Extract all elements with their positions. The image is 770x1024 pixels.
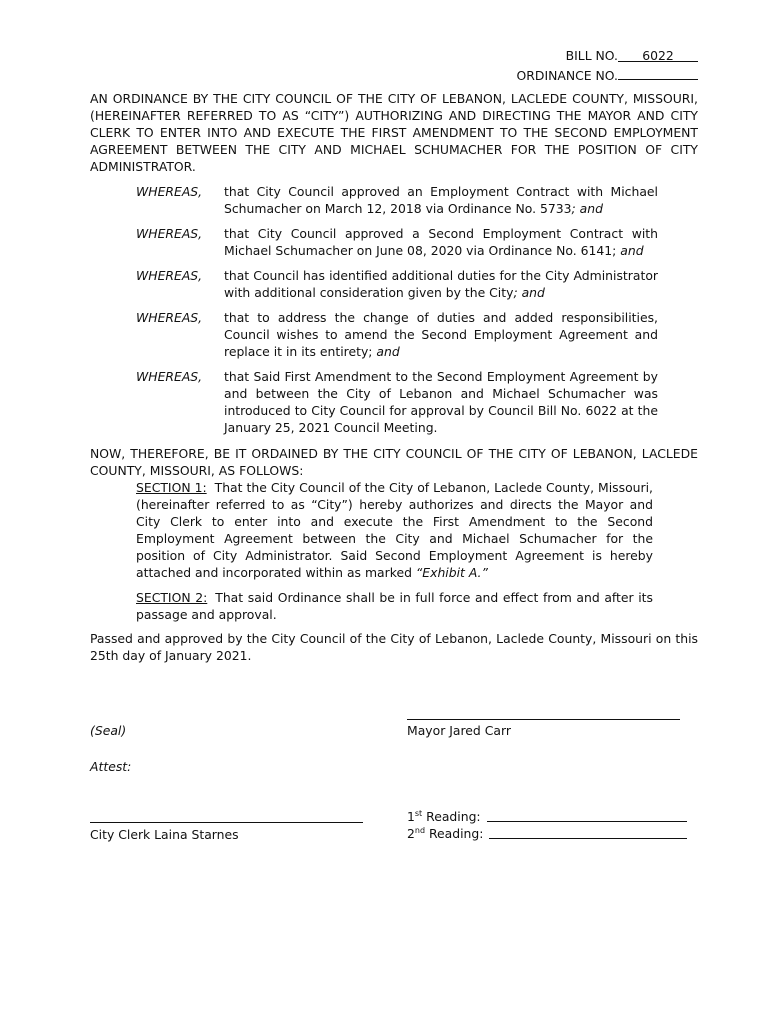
- whereas-text: that City Council approved a Second Employment Contract with Michael Schumacher on June 08, 2020 via Ordinance No. 6141; and: [224, 226, 658, 258]
- bill-number-block: [470, 47, 698, 83]
- whereas-label: WHEREAS,: [136, 268, 203, 283]
- whereas-clause: [136, 368, 658, 436]
- second-reading-label: 2nd Reading:: [407, 825, 484, 841]
- whereas-clause: [136, 183, 658, 217]
- ordinance-no-label: ORDINANCE NO.: [516, 68, 618, 83]
- mayor-name: Mayor Jared Carr: [407, 723, 511, 738]
- whereas-clause: [136, 309, 658, 360]
- whereas-label: WHEREAS,: [136, 369, 203, 384]
- mayor-signature-line: [407, 719, 680, 720]
- whereas-label: WHEREAS,: [136, 226, 203, 241]
- section-2-label: SECTION 2:: [136, 590, 208, 605]
- section-2: [136, 589, 653, 623]
- bill-no-value: 6022: [618, 47, 698, 62]
- whereas-text: that Council has identified additional duties for the City Administrator with additional consideration given by the City; and: [224, 268, 658, 300]
- section-1: [136, 479, 653, 581]
- bill-no-line: [470, 47, 698, 65]
- now-therefore-clause: NOW, THEREFORE, BE IT ORDAINED BY THE CITY COUNCIL OF THE CITY OF LEBANON, LACLEDE COUNTY, MISSOURI, AS FOLLOWS:: [90, 446, 698, 478]
- exhibit-reference: “Exhibit A.”: [415, 565, 488, 580]
- first-reading-label: 1st Reading:: [407, 808, 481, 824]
- whereas-text: that to address the change of duties and added responsibilities, Council wishes to amend the Second Employment Agreement and replace it in its entirety; and: [224, 310, 658, 359]
- ordinance-title: AN ORDINANCE BY THE CITY COUNCIL OF THE CITY OF LEBANON, LACLEDE COUNTY, MISSOURI, (HEREINAFTER REFERRED TO AS “CITY”) AUTHORIZING AND DIRECTING THE MAYOR AND CITY CLERK TO ENTER INTO AND EXECUTE THE FIRST AMENDMENT TO THE SECOND EMPLOYMENT AGREEMENT BETWEEN THE CITY AND MICHAEL SCHUMACHER FOR THE POSITION OF CITY ADMINISTRATOR.: [90, 91, 698, 174]
- section-1-label: SECTION 1:: [136, 480, 207, 495]
- passed-approved-statement: Passed and approved by the City Council of the City of Lebanon, Laclede County, Missouri on this 25th day of January 2021.: [90, 631, 698, 663]
- first-reading-line: [407, 808, 687, 825]
- clerk-signature-line: [90, 822, 363, 823]
- attest-label: Attest:: [90, 759, 132, 774]
- section-1-text: That the City Council of the City of Lebanon, Laclede County, Missouri, (hereinafter referred to as “City”) hereby authorizes and directs the Mayor and City Clerk to enter into and execute the First Amendment to the Second Employment Agreement between the City and Michael Schumacher for the position of City Administrator. Said Second Employment Agreement is hereby attached and incorporated within as marked: [136, 480, 653, 580]
- seal-label: (Seal): [90, 723, 127, 738]
- section-2-text: That said Ordinance shall be in full force and effect from and after its passage and approval.: [136, 590, 653, 622]
- whereas-clause: [136, 225, 658, 259]
- whereas-text: that City Council approved an Employment Contract with Michael Schumacher on March 12, 2018 via Ordinance No. 5733; and: [224, 184, 658, 216]
- bill-no-label: BILL NO.: [565, 48, 618, 63]
- second-reading-line: [407, 825, 687, 842]
- second-reading-blank: [489, 838, 687, 839]
- whereas-clauses: [136, 183, 658, 444]
- whereas-label: WHEREAS,: [136, 184, 203, 199]
- first-reading-blank: [487, 821, 687, 822]
- ordinance-no-blank: [618, 65, 698, 80]
- whereas-text: that Said First Amendment to the Second Employment Agreement by and between the City of Lebanon and Michael Schumacher was introduced to City Council for approval by Council Bill No. 6022 at the January 25, 2021 Council Meeting.: [224, 369, 658, 435]
- clerk-name: City Clerk Laina Starnes: [90, 827, 239, 842]
- whereas-clause: [136, 267, 658, 301]
- ordinance-no-line: [470, 65, 698, 83]
- whereas-label: WHEREAS,: [136, 310, 203, 325]
